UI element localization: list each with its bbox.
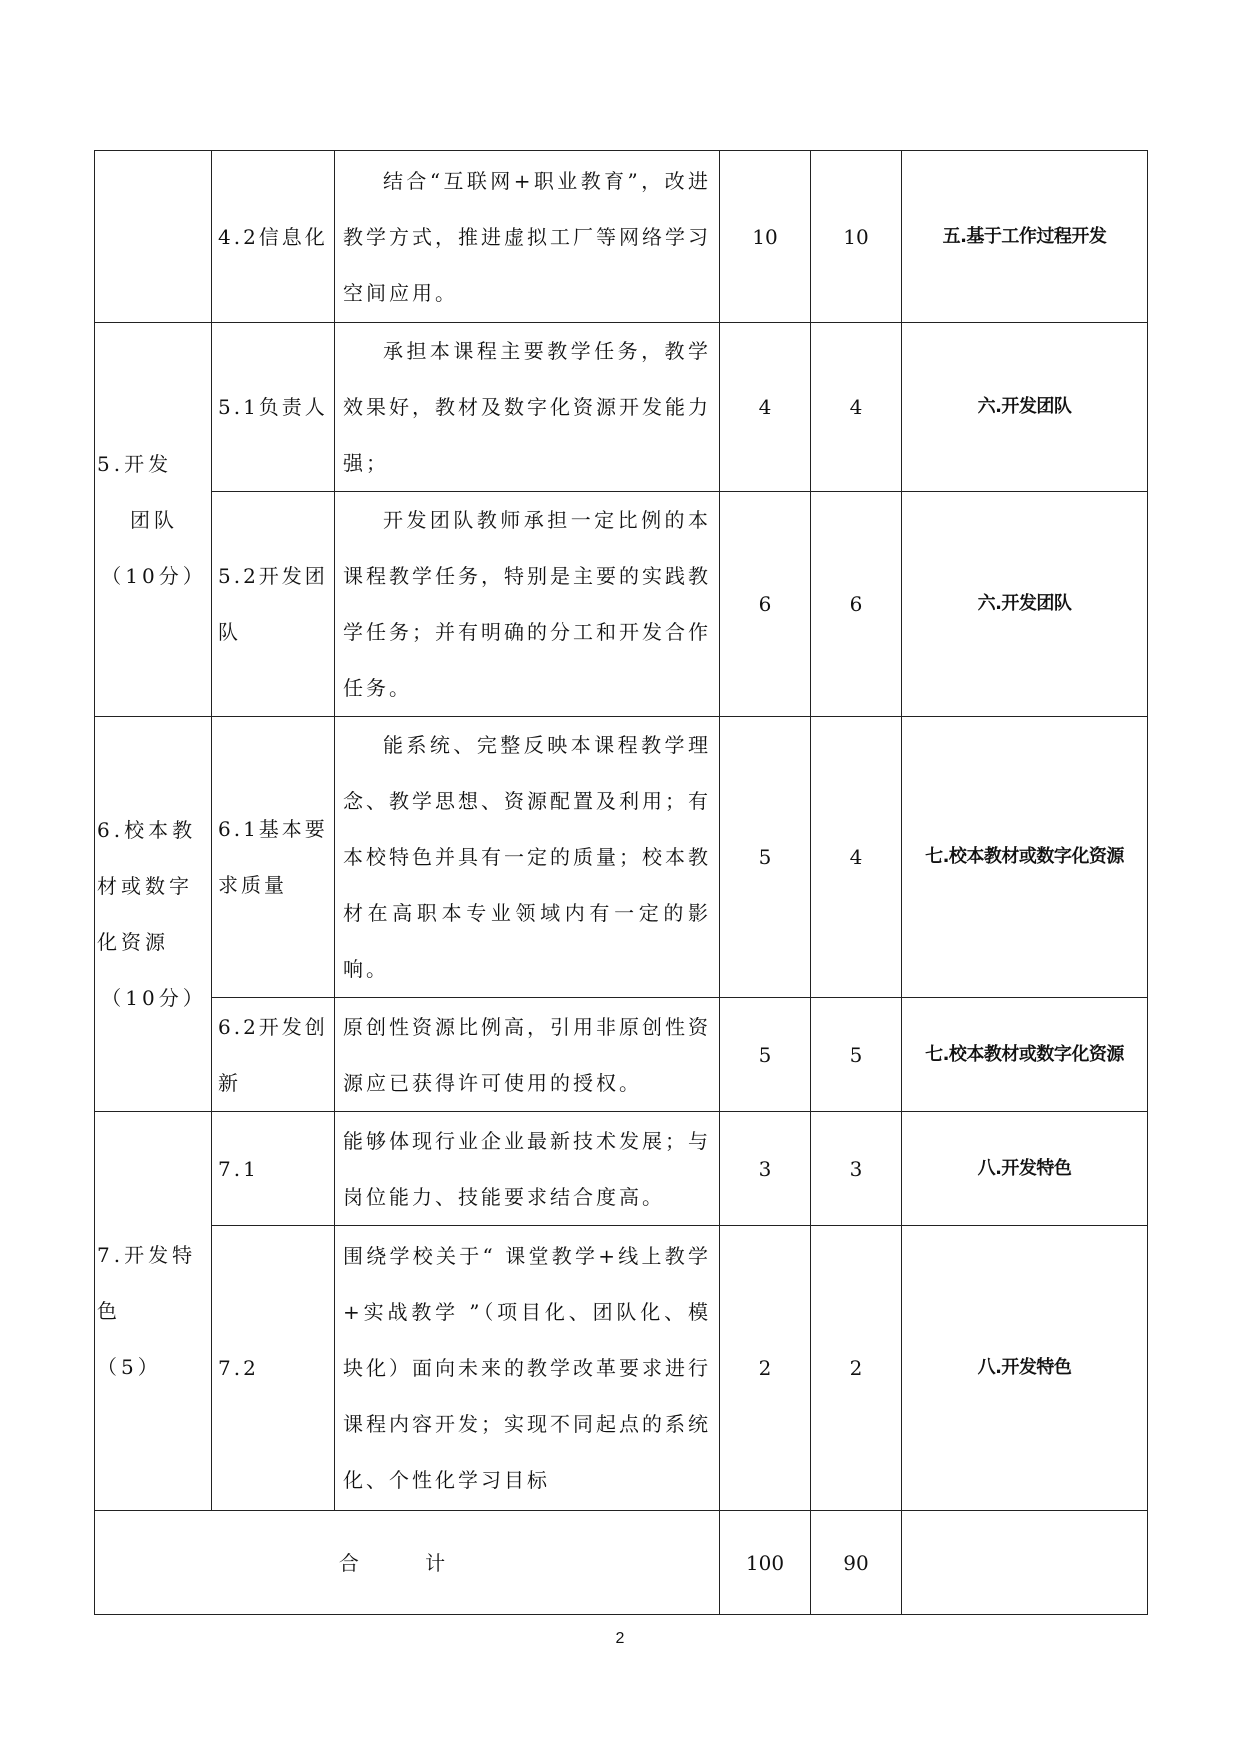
remark-cell: 八.开发特色 bbox=[902, 1226, 1148, 1511]
sub-item-cell: 5.1负责人 bbox=[212, 323, 335, 492]
description-cell: 能够体现行业企业最新技术发展；与岗位能力、技能要求结合度高。 bbox=[335, 1112, 720, 1226]
score-cell: 5 bbox=[811, 998, 902, 1112]
table-row bbox=[95, 1112, 1148, 1226]
remark-cell: 八.开发特色 bbox=[902, 1112, 1148, 1226]
page-number: 2 bbox=[615, 1630, 625, 1647]
remark-cell: 七.校本教材或数字化资源 bbox=[902, 998, 1148, 1112]
item-cell-empty bbox=[95, 151, 212, 323]
description-text: 开发团队教师承担一定比例的本课程教学任务，特别是主要的实践教学任务；并有明确的分工和开发合作任务。 bbox=[343, 508, 711, 700]
table-row bbox=[95, 323, 1148, 492]
total-score: 90 bbox=[811, 1511, 902, 1615]
evaluation-table bbox=[94, 150, 1148, 1615]
sub-item-cell: 7.2 bbox=[212, 1226, 335, 1511]
remark-cell: 六.开发团队 bbox=[902, 323, 1148, 492]
description-text: 能系统、完整反映本课程教学理念、教学思想、资源配置及利用；有本校特色并具有一定的质量；校本教材在高职本专业领域内有一定的影响。 bbox=[343, 733, 711, 981]
remark-cell: 六.开发团队 bbox=[902, 492, 1148, 717]
max-score-cell: 3 bbox=[720, 1112, 811, 1226]
table-row bbox=[95, 998, 1148, 1112]
score-cell: 4 bbox=[811, 323, 902, 492]
sub-item-cell: 4.2信息化 bbox=[212, 151, 335, 323]
item-label-line3: （10分） bbox=[101, 563, 207, 588]
sub-item-cell: 7.1 bbox=[212, 1112, 335, 1226]
description-text: 承担本课程主要教学任务，教学效果好，教材及数字化资源开发能力强； bbox=[343, 339, 711, 475]
item-cell-group-5 bbox=[95, 323, 212, 717]
sub-item-cell: 6.2开发创新 bbox=[212, 998, 335, 1112]
description-cell bbox=[335, 717, 720, 998]
total-row bbox=[95, 1511, 1148, 1615]
item-label-line1: 5.开发 bbox=[97, 451, 173, 476]
score-cell: 4 bbox=[811, 717, 902, 998]
description-cell bbox=[335, 151, 720, 323]
remark-cell: 七.校本教材或数字化资源 bbox=[902, 717, 1148, 998]
max-score-cell: 6 bbox=[720, 492, 811, 717]
total-max-score: 100 bbox=[720, 1511, 811, 1615]
max-score-cell: 2 bbox=[720, 1226, 811, 1511]
item-label-line1: 6.校本教材或数字化资源 bbox=[97, 818, 197, 954]
max-score-cell: 5 bbox=[720, 998, 811, 1112]
sub-item-cell: 6.1基本要求质量 bbox=[212, 717, 335, 998]
score-cell: 3 bbox=[811, 1112, 902, 1226]
description-cell: 围绕学校关于“ 课堂教学+线上教学+实战教学 ”（项目化、团队化、模块化）面向未来的教学改革要求进行课程内容开发；实现不同起点的系统化、个性化学习目标 bbox=[335, 1226, 720, 1511]
item-cell-group-6 bbox=[95, 717, 212, 1112]
item-label-line2: （5） bbox=[97, 1355, 162, 1379]
total-label: 合 计 bbox=[95, 1511, 720, 1615]
item-label-line2: （10分） bbox=[101, 986, 207, 1010]
description-text: 结合“互联网+职业教育”，改进教学方式，推进虚拟工厂等网络学习空间应用。 bbox=[343, 168, 711, 305]
max-score-cell: 5 bbox=[720, 717, 811, 998]
description-cell bbox=[335, 492, 720, 717]
total-remark bbox=[902, 1511, 1148, 1615]
max-score-cell: 10 bbox=[720, 151, 811, 323]
description-cell bbox=[335, 323, 720, 492]
item-cell-group-7 bbox=[95, 1112, 212, 1511]
table-row bbox=[95, 492, 1148, 717]
table-row bbox=[95, 151, 1148, 323]
score-cell: 10 bbox=[811, 151, 902, 323]
remark-cell: 五.基于工作过程开发 bbox=[902, 151, 1148, 323]
score-cell: 2 bbox=[811, 1226, 902, 1511]
score-cell: 6 bbox=[811, 492, 902, 717]
max-score-cell: 4 bbox=[720, 323, 811, 492]
item-label-line1: 7.开发特色 bbox=[97, 1243, 197, 1323]
table-row bbox=[95, 717, 1148, 998]
sub-item-cell: 5.2开发团队 bbox=[212, 492, 335, 717]
item-label-line2: 团队 bbox=[130, 507, 178, 532]
table-row bbox=[95, 1226, 1148, 1511]
description-cell: 原创性资源比例高，引用非原创性资源应已获得许可使用的授权。 bbox=[335, 998, 720, 1112]
